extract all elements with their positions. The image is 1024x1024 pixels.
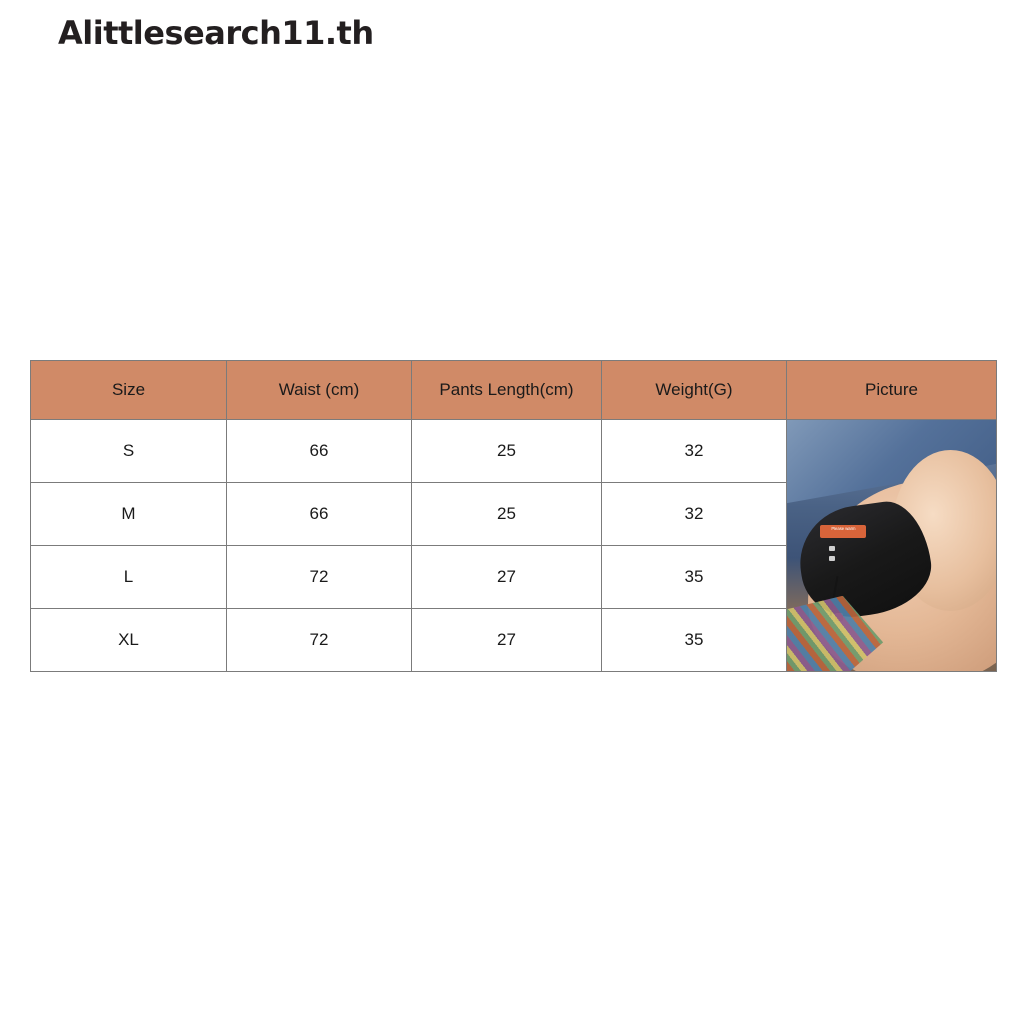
- control-button-upper-icon: [829, 546, 836, 552]
- product-photo: [787, 420, 996, 671]
- column-header-size: Size: [31, 361, 227, 420]
- cell-weight: 35: [602, 609, 787, 672]
- cell-size: S: [31, 420, 227, 483]
- table-header-row: [31, 361, 997, 420]
- cell-length: 27: [412, 609, 602, 672]
- cell-waist: 66: [227, 483, 412, 546]
- column-header-waist: Waist (cm): [227, 361, 412, 420]
- size-chart-table: [30, 360, 997, 672]
- cell-weight: 32: [602, 483, 787, 546]
- column-header-picture: Picture: [787, 361, 997, 420]
- column-header-weight: Weight(G): [602, 361, 787, 420]
- cell-waist: 66: [227, 420, 412, 483]
- cell-length: 25: [412, 483, 602, 546]
- column-header-length: Pants Length(cm): [412, 361, 602, 420]
- control-button-lower-icon: [829, 556, 836, 562]
- cell-weight: 35: [602, 546, 787, 609]
- cell-length: 25: [412, 420, 602, 483]
- product-tag-label: Please warm: [831, 526, 856, 531]
- shop-watermark: Alittlesearch11.th: [58, 14, 374, 52]
- cell-waist: 72: [227, 546, 412, 609]
- cell-length: 27: [412, 546, 602, 609]
- cell-weight: 32: [602, 420, 787, 483]
- cell-waist: 72: [227, 609, 412, 672]
- size-chart-container: [30, 360, 996, 672]
- cell-size: XL: [31, 609, 227, 672]
- table-row: [31, 420, 997, 483]
- cell-size: M: [31, 483, 227, 546]
- cell-size: L: [31, 546, 227, 609]
- cell-product-image: [787, 420, 997, 672]
